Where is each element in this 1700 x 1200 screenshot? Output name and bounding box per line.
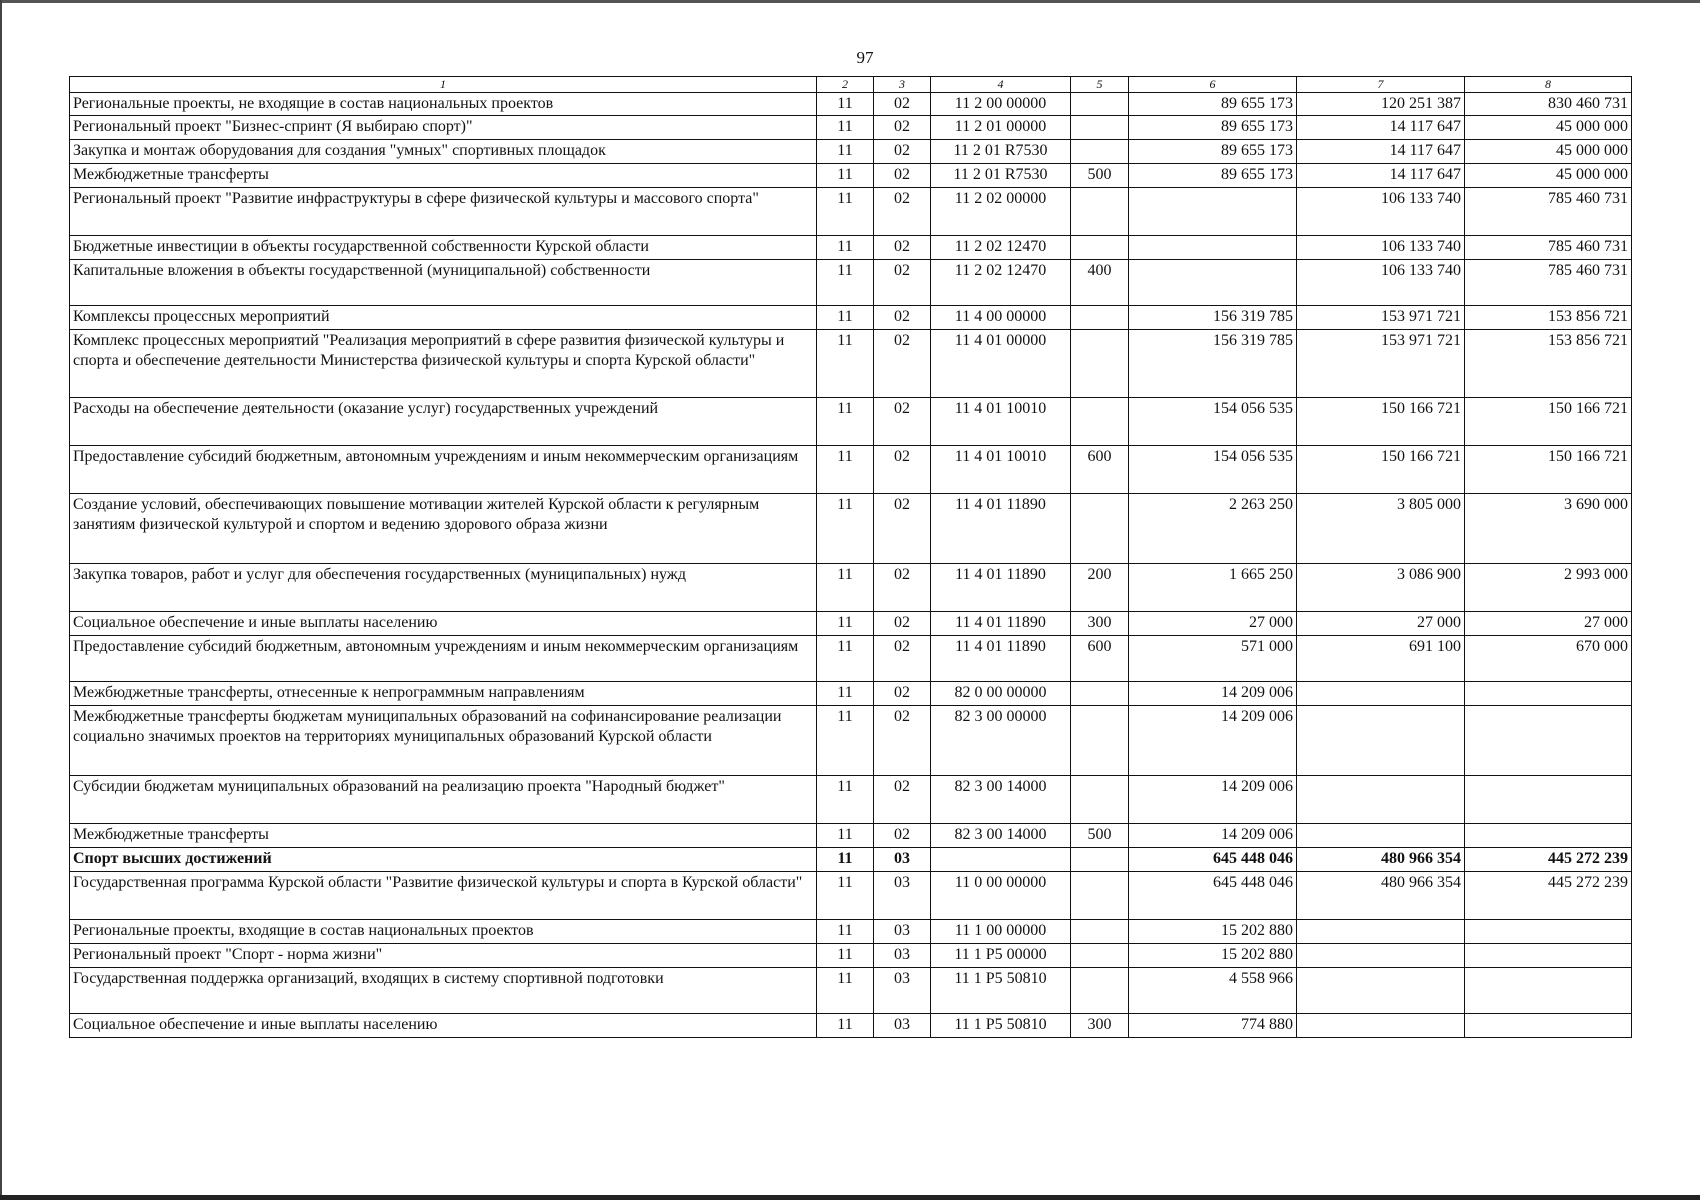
- amount-year-2: 14 117 647: [1297, 164, 1465, 188]
- table-row: [70, 236, 1632, 260]
- amount-year-1: 15 202 880: [1129, 920, 1297, 944]
- row-name: Межбюджетные трансферты бюджетам муниципальных образований на софинансирование реализации социально значимых проектов на территориях муниципальных образований Курской области: [70, 706, 817, 776]
- amount-year-2: [1297, 1014, 1465, 1038]
- table-row: [70, 494, 1632, 564]
- row-name: Межбюджетные трансферты, отнесенные к непрограммным направлениям: [70, 682, 817, 706]
- table-row: [70, 706, 1632, 776]
- subsection-code: 02: [874, 612, 931, 636]
- row-name: Капитальные вложения в объекты государственной (муниципальной) собственности: [70, 260, 817, 306]
- expense-type-code: 300: [1071, 1014, 1129, 1038]
- amount-year-3: [1465, 824, 1632, 848]
- amount-year-1: 774 880: [1129, 1014, 1297, 1038]
- amount-year-2: 153 971 721: [1297, 306, 1465, 330]
- section-code: 11: [817, 636, 874, 682]
- amount-year-3: [1465, 706, 1632, 776]
- amount-year-1: 89 655 173: [1129, 164, 1297, 188]
- expense-type-code: [1071, 306, 1129, 330]
- target-article-code: 11 4 00 00000: [931, 306, 1071, 330]
- section-code: 11: [817, 93, 874, 116]
- amount-year-1: 645 448 046: [1129, 848, 1297, 872]
- target-article-code: 11 2 01 00000: [931, 116, 1071, 140]
- table-row: [70, 330, 1632, 398]
- amount-year-3: 153 856 721: [1465, 306, 1632, 330]
- target-article-code: 82 3 00 00000: [931, 706, 1071, 776]
- target-article-code: 11 2 01 R7530: [931, 140, 1071, 164]
- subsection-code: 02: [874, 776, 931, 824]
- amount-year-2: 480 966 354: [1297, 872, 1465, 920]
- amount-year-2: 150 166 721: [1297, 398, 1465, 446]
- amount-year-2: 480 966 354: [1297, 848, 1465, 872]
- page-number: 97: [856, 48, 874, 67]
- table-row: [70, 164, 1632, 188]
- target-article-code: 82 0 00 00000: [931, 682, 1071, 706]
- amount-year-1: 14 209 006: [1129, 776, 1297, 824]
- subsection-code: 03: [874, 848, 931, 872]
- amount-year-3: 150 166 721: [1465, 446, 1632, 494]
- target-article-code: [931, 848, 1071, 872]
- expense-type-code: [1071, 920, 1129, 944]
- target-article-code: 11 1 P5 00000: [931, 944, 1071, 968]
- expense-type-code: [1071, 848, 1129, 872]
- amount-year-3: 2 993 000: [1465, 564, 1632, 612]
- amount-year-1: 571 000: [1129, 636, 1297, 682]
- expense-type-code: [1071, 93, 1129, 116]
- expense-type-code: [1071, 494, 1129, 564]
- section-code: 11: [817, 164, 874, 188]
- section-code: 11: [817, 706, 874, 776]
- amount-year-2: [1297, 824, 1465, 848]
- amount-year-1: 14 209 006: [1129, 706, 1297, 776]
- target-article-code: 82 3 00 14000: [931, 776, 1071, 824]
- row-name: Региональный проект "Развитие инфраструктуры в сфере физической культуры и массового спорта": [70, 188, 817, 236]
- amount-year-2: 14 117 647: [1297, 140, 1465, 164]
- amount-year-3: 445 272 239: [1465, 848, 1632, 872]
- section-code: 11: [817, 872, 874, 920]
- section-code: 11: [817, 140, 874, 164]
- amount-year-1: 154 056 535: [1129, 398, 1297, 446]
- subsection-code: 02: [874, 706, 931, 776]
- expense-type-code: [1071, 188, 1129, 236]
- column-header: 2: [817, 77, 874, 93]
- amount-year-2: 106 133 740: [1297, 260, 1465, 306]
- subsection-code: 02: [874, 236, 931, 260]
- section-code: 11: [817, 398, 874, 446]
- expense-type-code: 600: [1071, 636, 1129, 682]
- row-name: Государственная поддержка организаций, входящих в систему спортивной подготовки: [70, 968, 817, 1014]
- amount-year-2: 153 971 721: [1297, 330, 1465, 398]
- amount-year-3: 45 000 000: [1465, 164, 1632, 188]
- expense-type-code: 200: [1071, 564, 1129, 612]
- subsection-code: 03: [874, 944, 931, 968]
- amount-year-3: 150 166 721: [1465, 398, 1632, 446]
- row-name: Социальное обеспечение и иные выплаты населению: [70, 1014, 817, 1038]
- target-article-code: 11 1 P5 50810: [931, 1014, 1071, 1038]
- expense-type-code: [1071, 398, 1129, 446]
- section-code: 11: [817, 848, 874, 872]
- row-name: Расходы на обеспечение деятельности (оказание услуг) государственных учреждений: [70, 398, 817, 446]
- target-article-code: 11 4 01 11890: [931, 636, 1071, 682]
- row-name: Региональные проекты, не входящие в состав национальных проектов: [70, 93, 817, 116]
- expense-type-code: 500: [1071, 164, 1129, 188]
- subsection-code: 02: [874, 494, 931, 564]
- table-row: [70, 260, 1632, 306]
- subsection-code: 02: [874, 564, 931, 612]
- table-body: [70, 93, 1632, 1038]
- amount-year-3: 153 856 721: [1465, 330, 1632, 398]
- table-row: [70, 920, 1632, 944]
- table-row: [70, 188, 1632, 236]
- amount-year-2: 14 117 647: [1297, 116, 1465, 140]
- section-code: 11: [817, 944, 874, 968]
- amount-year-3: [1465, 682, 1632, 706]
- subsection-code: 02: [874, 446, 931, 494]
- expense-type-code: [1071, 944, 1129, 968]
- subsection-code: 02: [874, 116, 931, 140]
- table-row: [70, 872, 1632, 920]
- subsection-code: 03: [874, 920, 931, 944]
- table-row: [70, 306, 1632, 330]
- amount-year-2: 150 166 721: [1297, 446, 1465, 494]
- section-code: 11: [817, 1014, 874, 1038]
- amount-year-1: 2 263 250: [1129, 494, 1297, 564]
- table-row: [70, 944, 1632, 968]
- amount-year-3: 785 460 731: [1465, 236, 1632, 260]
- row-name: Межбюджетные трансферты: [70, 824, 817, 848]
- section-code: 11: [817, 330, 874, 398]
- subsection-code: 02: [874, 260, 931, 306]
- row-name: Комплекс процессных мероприятий "Реализация мероприятий в сфере развития физической культуры и спорта и обеспечение деятельности Министерства физической культуры и спорта Курской области": [70, 330, 817, 398]
- table-row: [70, 612, 1632, 636]
- amount-year-3: [1465, 968, 1632, 1014]
- amount-year-3: 45 000 000: [1465, 140, 1632, 164]
- amount-year-2: 691 100: [1297, 636, 1465, 682]
- subsection-code: 02: [874, 682, 931, 706]
- amount-year-1: [1129, 236, 1297, 260]
- amount-year-1: 89 655 173: [1129, 93, 1297, 116]
- amount-year-3: [1465, 776, 1632, 824]
- amount-year-1: 15 202 880: [1129, 944, 1297, 968]
- amount-year-2: [1297, 944, 1465, 968]
- amount-year-3: 670 000: [1465, 636, 1632, 682]
- target-article-code: 11 4 01 11890: [931, 564, 1071, 612]
- row-name: Предоставление субсидий бюджетным, автономным учреждениям и иным некоммерческим организациям: [70, 446, 817, 494]
- table-row: [70, 93, 1632, 116]
- table-row: [70, 682, 1632, 706]
- amount-year-1: 4 558 966: [1129, 968, 1297, 1014]
- table-row: [70, 824, 1632, 848]
- subsection-code: 03: [874, 968, 931, 1014]
- row-name: Региональный проект "Спорт - норма жизни": [70, 944, 817, 968]
- section-code: 11: [817, 612, 874, 636]
- column-header: 1: [70, 77, 817, 93]
- amount-year-3: [1465, 1014, 1632, 1038]
- expense-type-code: [1071, 776, 1129, 824]
- amount-year-1: 89 655 173: [1129, 140, 1297, 164]
- amount-year-1: 27 000: [1129, 612, 1297, 636]
- subsection-code: 02: [874, 306, 931, 330]
- expense-type-code: [1071, 872, 1129, 920]
- amount-year-2: [1297, 968, 1465, 1014]
- scan-edge-bottom: [0, 1195, 1700, 1200]
- row-name: Комплексы процессных мероприятий: [70, 306, 817, 330]
- table-row: [70, 848, 1632, 872]
- section-code: 11: [817, 260, 874, 306]
- target-article-code: 11 1 00 00000: [931, 920, 1071, 944]
- expense-type-code: 600: [1071, 446, 1129, 494]
- amount-year-1: 14 209 006: [1129, 824, 1297, 848]
- target-article-code: 11 1 P5 50810: [931, 968, 1071, 1014]
- amount-year-3: [1465, 944, 1632, 968]
- amount-year-2: [1297, 706, 1465, 776]
- table-row: [70, 1014, 1632, 1038]
- section-code: 11: [817, 188, 874, 236]
- row-name: Закупка товаров, работ и услуг для обеспечения государственных (муниципальных) нужд: [70, 564, 817, 612]
- table-row: [70, 446, 1632, 494]
- row-name: Создание условий, обеспечивающих повышение мотивации жителей Курской области к регулярным занятиям физической культурой и спортом и ведению здорового образа жизни: [70, 494, 817, 564]
- subsection-code: 02: [874, 398, 931, 446]
- expense-type-code: 500: [1071, 824, 1129, 848]
- amount-year-2: 120 251 387: [1297, 93, 1465, 116]
- expense-type-code: 400: [1071, 260, 1129, 306]
- section-code: 11: [817, 494, 874, 564]
- row-name: Спорт высших достижений: [70, 848, 817, 872]
- amount-year-3: 785 460 731: [1465, 260, 1632, 306]
- subsection-code: 02: [874, 636, 931, 682]
- table-row: [70, 398, 1632, 446]
- amount-year-2: 3 086 900: [1297, 564, 1465, 612]
- column-header: 3: [874, 77, 931, 93]
- section-code: 11: [817, 920, 874, 944]
- amount-year-1: 14 209 006: [1129, 682, 1297, 706]
- subsection-code: 02: [874, 824, 931, 848]
- amount-year-1: 89 655 173: [1129, 116, 1297, 140]
- subsection-code: 02: [874, 164, 931, 188]
- table-row: [70, 140, 1632, 164]
- target-article-code: 11 2 02 12470: [931, 260, 1071, 306]
- section-code: 11: [817, 564, 874, 612]
- section-code: 11: [817, 824, 874, 848]
- target-article-code: 11 2 00 00000: [931, 93, 1071, 116]
- section-code: 11: [817, 776, 874, 824]
- expense-type-code: [1071, 706, 1129, 776]
- scan-edge-left: [0, 0, 2, 1200]
- row-name: Региональный проект "Бизнес-спринт (Я выбираю спорт)": [70, 116, 817, 140]
- expense-type-code: [1071, 968, 1129, 1014]
- row-name: Закупка и монтаж оборудования для создания "умных" спортивных площадок: [70, 140, 817, 164]
- amount-year-2: 106 133 740: [1297, 188, 1465, 236]
- amount-year-3: 3 690 000: [1465, 494, 1632, 564]
- target-article-code: 11 4 01 11890: [931, 494, 1071, 564]
- amount-year-2: 106 133 740: [1297, 236, 1465, 260]
- column-header: 7: [1297, 77, 1465, 93]
- scan-edge-top: [0, 0, 1700, 3]
- row-name: Межбюджетные трансферты: [70, 164, 817, 188]
- row-name: Бюджетные инвестиции в объекты государственной собственности Курской области: [70, 236, 817, 260]
- target-article-code: 82 3 00 14000: [931, 824, 1071, 848]
- target-article-code: 11 4 01 10010: [931, 446, 1071, 494]
- column-header: 4: [931, 77, 1071, 93]
- subsection-code: 02: [874, 140, 931, 164]
- table-row: [70, 564, 1632, 612]
- amount-year-3: 45 000 000: [1465, 116, 1632, 140]
- table-row: [70, 116, 1632, 140]
- target-article-code: 11 4 01 00000: [931, 330, 1071, 398]
- amount-year-1: 645 448 046: [1129, 872, 1297, 920]
- target-article-code: 11 2 01 R7530: [931, 164, 1071, 188]
- target-article-code: 11 0 00 00000: [931, 872, 1071, 920]
- amount-year-1: 156 319 785: [1129, 306, 1297, 330]
- amount-year-1: [1129, 188, 1297, 236]
- amount-year-2: [1297, 776, 1465, 824]
- column-header: 8: [1465, 77, 1632, 93]
- amount-year-3: 830 460 731: [1465, 93, 1632, 116]
- column-number-row: [70, 77, 1632, 93]
- target-article-code: 11 2 02 12470: [931, 236, 1071, 260]
- subsection-code: 03: [874, 872, 931, 920]
- expense-type-code: [1071, 236, 1129, 260]
- expense-type-code: [1071, 140, 1129, 164]
- target-article-code: 11 4 01 11890: [931, 612, 1071, 636]
- expense-type-code: [1071, 116, 1129, 140]
- amount-year-2: 3 805 000: [1297, 494, 1465, 564]
- column-header: 5: [1071, 77, 1129, 93]
- amount-year-3: 785 460 731: [1465, 188, 1632, 236]
- subsection-code: 02: [874, 93, 931, 116]
- section-code: 11: [817, 682, 874, 706]
- amount-year-1: [1129, 260, 1297, 306]
- amount-year-1: 1 665 250: [1129, 564, 1297, 612]
- budget-table: [69, 76, 1632, 1038]
- subsection-code: 02: [874, 188, 931, 236]
- expense-type-code: [1071, 682, 1129, 706]
- row-name: Социальное обеспечение и иные выплаты населению: [70, 612, 817, 636]
- amount-year-3: [1465, 920, 1632, 944]
- section-code: 11: [817, 116, 874, 140]
- table-row: [70, 776, 1632, 824]
- subsection-code: 03: [874, 1014, 931, 1038]
- section-code: 11: [817, 306, 874, 330]
- row-name: Субсидии бюджетам муниципальных образований на реализацию проекта "Народный бюджет": [70, 776, 817, 824]
- column-header: 6: [1129, 77, 1297, 93]
- amount-year-3: 27 000: [1465, 612, 1632, 636]
- target-article-code: 11 4 01 10010: [931, 398, 1071, 446]
- row-name: Государственная программа Курской области "Развитие физической культуры и спорта в Курской области": [70, 872, 817, 920]
- row-name: Предоставление субсидий бюджетным, автономным учреждениям и иным некоммерческим организациям: [70, 636, 817, 682]
- amount-year-2: [1297, 682, 1465, 706]
- section-code: 11: [817, 446, 874, 494]
- expense-type-code: [1071, 330, 1129, 398]
- section-code: 11: [817, 968, 874, 1014]
- expense-type-code: 300: [1071, 612, 1129, 636]
- amount-year-3: 445 272 239: [1465, 872, 1632, 920]
- target-article-code: 11 2 02 00000: [931, 188, 1071, 236]
- table-row: [70, 968, 1632, 1014]
- amount-year-2: 27 000: [1297, 612, 1465, 636]
- amount-year-1: 156 319 785: [1129, 330, 1297, 398]
- table-row: [70, 636, 1632, 682]
- amount-year-1: 154 056 535: [1129, 446, 1297, 494]
- amount-year-2: [1297, 920, 1465, 944]
- subsection-code: 02: [874, 330, 931, 398]
- row-name: Региональные проекты, входящие в состав национальных проектов: [70, 920, 817, 944]
- section-code: 11: [817, 236, 874, 260]
